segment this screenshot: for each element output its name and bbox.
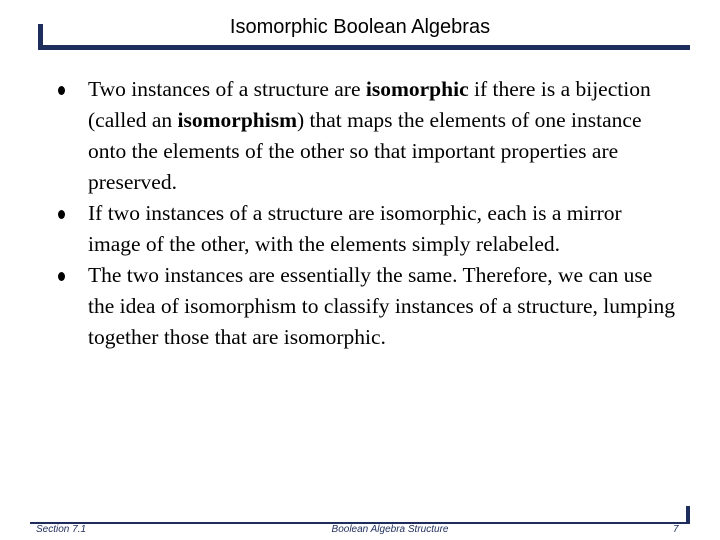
bullet-dot-icon (58, 210, 65, 219)
title-horizontal-rule (38, 45, 690, 50)
bullet-dot-icon (58, 86, 65, 95)
footer-vertical-rule (686, 506, 690, 524)
bullet-item (58, 260, 678, 353)
footer-section: Section 7.1 (36, 524, 87, 535)
bullet-dot-icon (58, 272, 65, 281)
bullet-text-part: ) that maps the elements of one instance onto the elements of the other so that important properties are preserved. (88, 108, 642, 194)
slide-title: Isomorphic Boolean Algebras (229, 16, 491, 38)
bullet-item (58, 198, 678, 260)
bullet-text-part: Two instances of a structure are (88, 77, 366, 101)
bullet-term-isomorphic: isomorphic (365, 77, 469, 101)
bullet-item (58, 74, 678, 198)
bullet-text-part: if there is a bijection (called an (88, 77, 651, 132)
bullet-text-part: If two instances of a structure are isomorphic, each is a mirror image of the other, with the elements simply relabeled. (88, 201, 622, 256)
bullet-text-part: The two instances are essentially the same. Therefore, we can use the idea of isomorphism to classify instances of a structure, lumping together those that are isomorphic. (88, 263, 675, 349)
footer-page-number: 7 (673, 524, 679, 535)
bullet-term-isomorphism: isomorphism (177, 108, 297, 132)
bullet-list (58, 74, 678, 353)
footer-topic: Boolean Algebra Structure (331, 524, 449, 535)
